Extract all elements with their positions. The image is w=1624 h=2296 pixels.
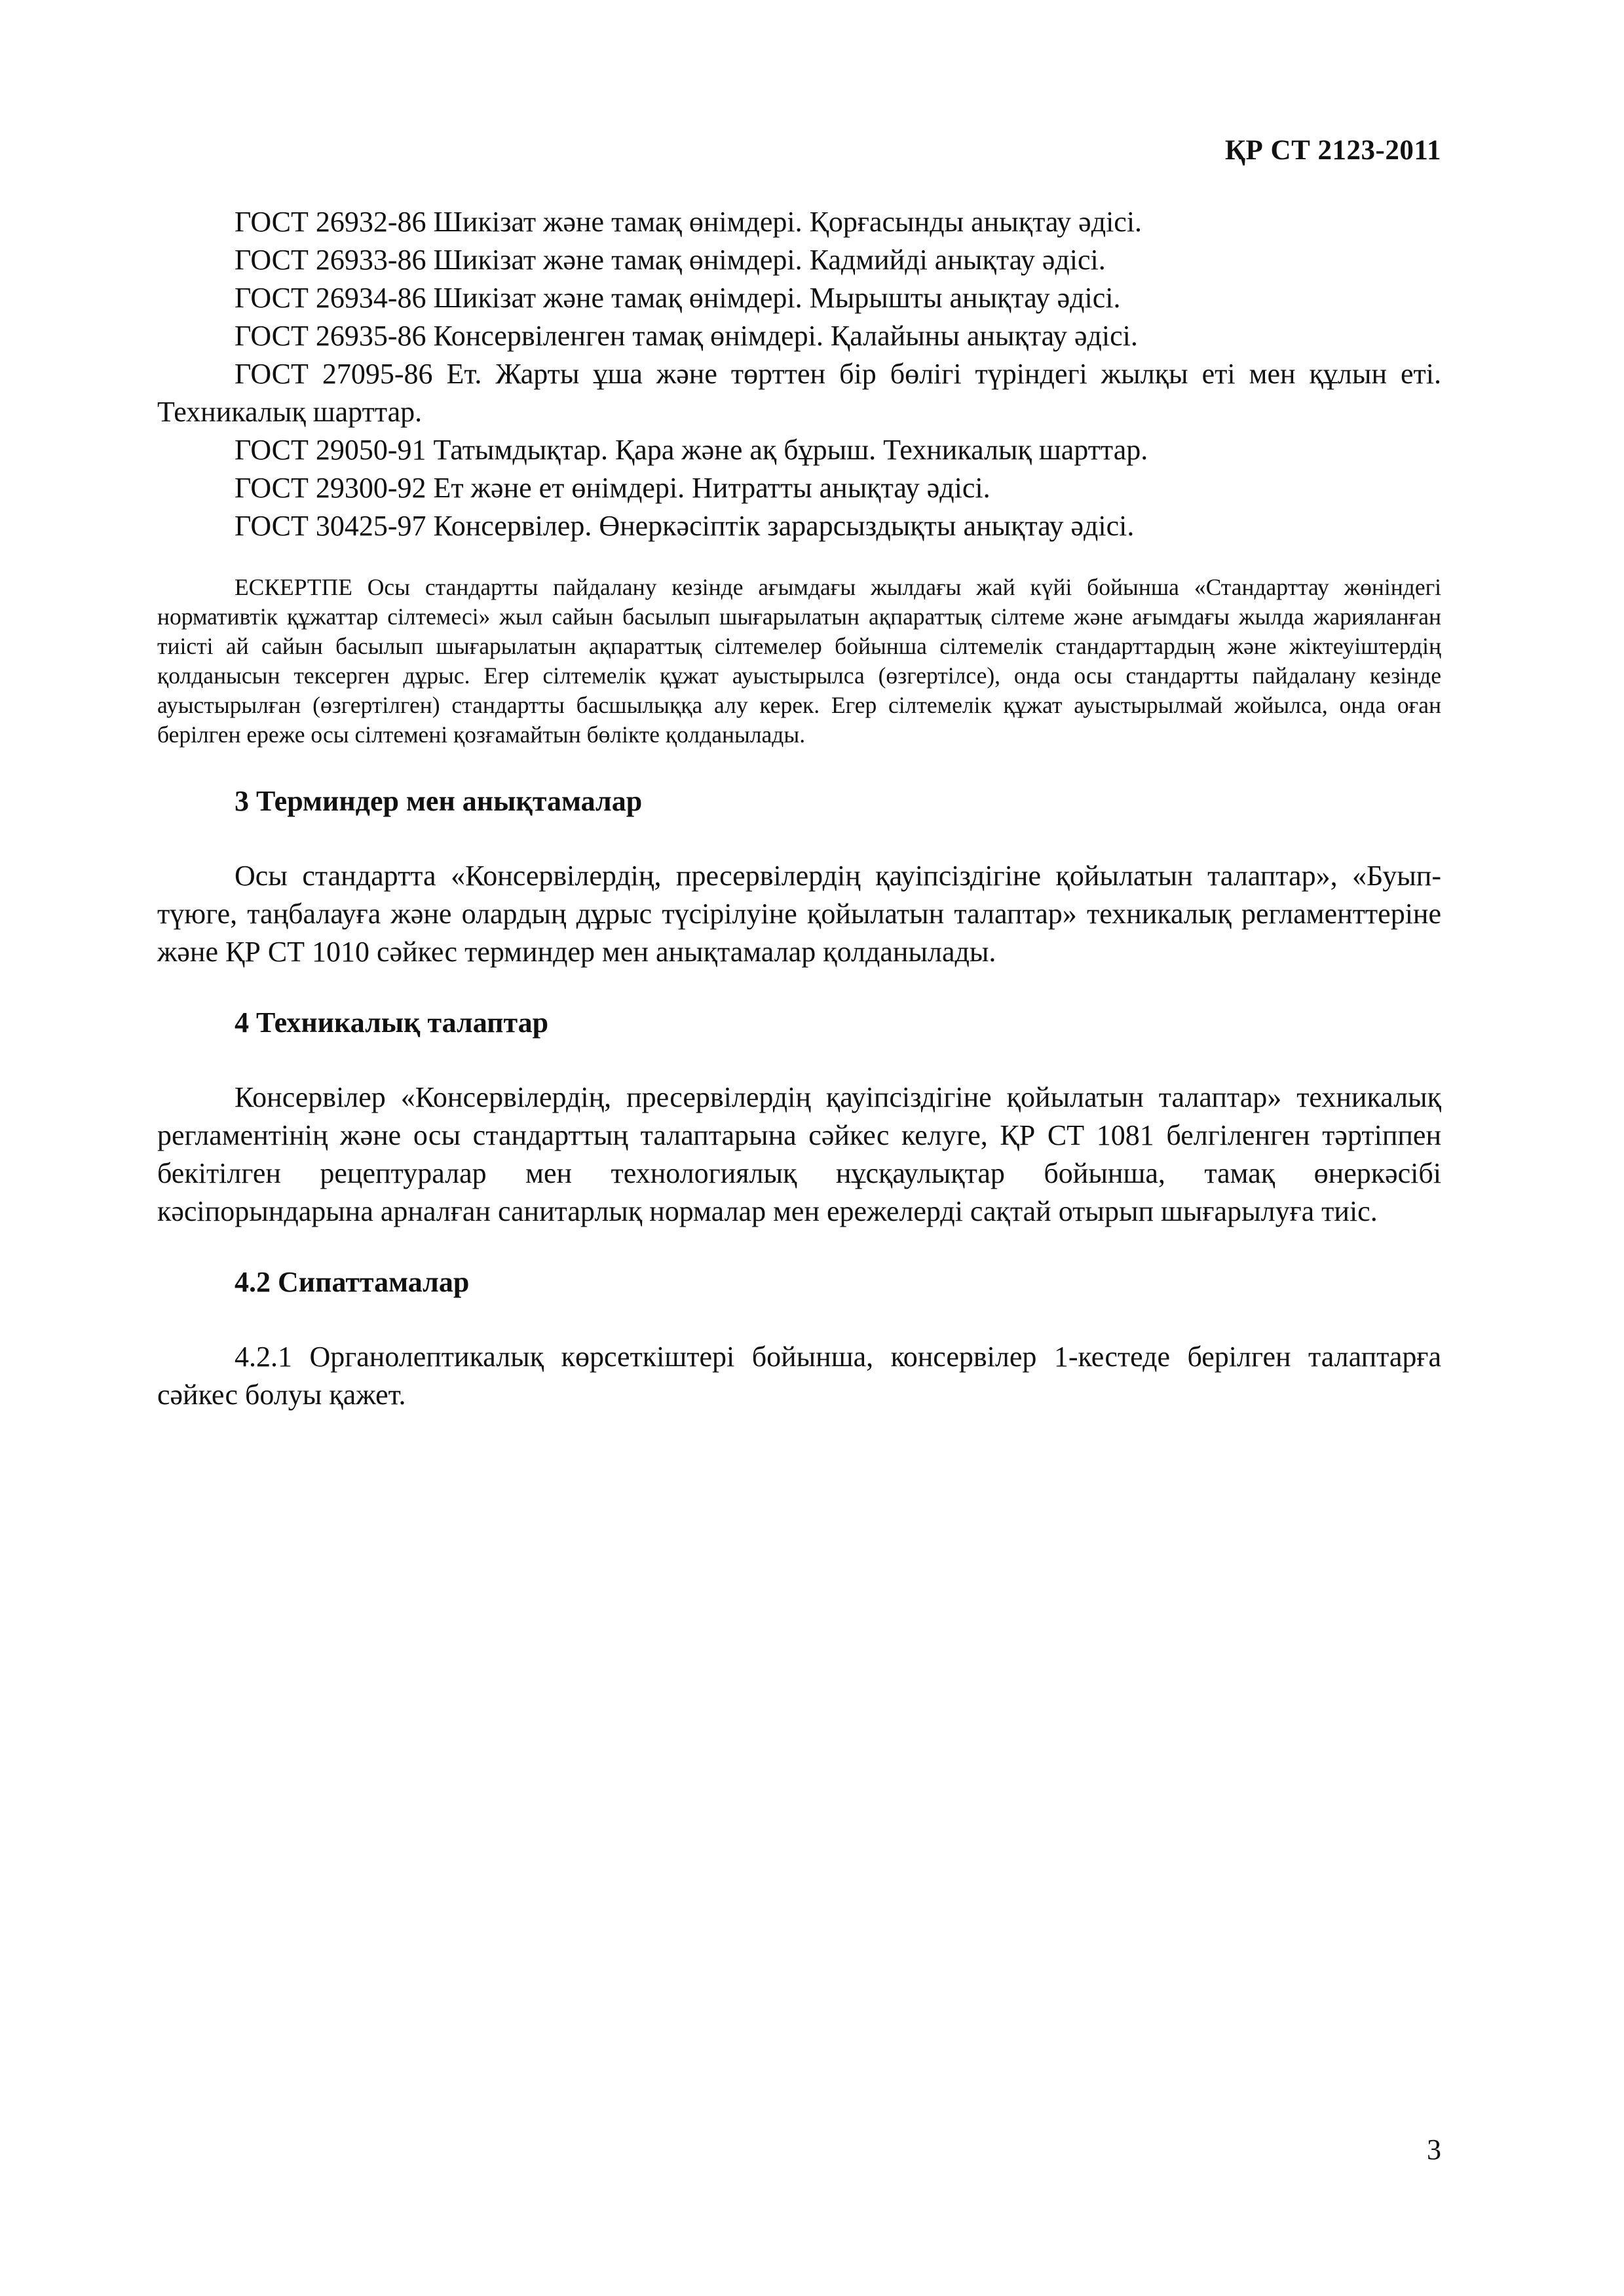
page-content [157, 203, 1441, 1414]
section-3-body: Осы стандартта «Консервілердің, пресервілердің қауіпсіздігіне қойылатын талаптар», «Буып-түюге, таңбалауға және олардың дұрыс түсірілуіне қойылатын талаптар» техникалық регламенттеріне және ҚР СТ 1010 сәйкес терминдер мен анықтамалар қолданылады. [157, 860, 1441, 968]
reference-item: ГОСТ 29050-91 Татымдықтар. Қара және ақ бұрыш. Техникалық шарттар. [235, 434, 1148, 466]
document-id-header: ҚР СТ 2123-2011 [1224, 135, 1441, 166]
normative-references-list [157, 203, 1441, 545]
reference-item: ГОСТ 30425-97 Консервілер. Өнеркәсіптік зарарсыздықты анықтау әдісі. [235, 510, 1135, 542]
section-4-title: 4 Техникалық талаптар [235, 1006, 549, 1039]
section-4-2-title: 4.2 Сипаттамалар [235, 1266, 470, 1298]
page-number: 3 [1427, 2133, 1441, 2166]
reference-item: ГОСТ 26932-86 Шикізат және тамақ өнімдері. Қорғасынды анықтау әдісі. [235, 206, 1142, 238]
section-4-2-body: 4.2.1 Органолептикалық көрсеткіштері бойынша, консервілер 1-кестеде берілген талаптарға сәйкес болуы қажет. [157, 1341, 1441, 1411]
section-4-body: Консервілер «Консервілердің, пресервілердің қауіпсіздігіне қойылатын талаптар» техникалық регламентінің және осы стандарттың талаптарына сәйкес келуге, ҚР СТ 1081 белгіленген тәртіппен бекітілген рецептуралар мен технологиялық нұсқаулықтар бойынша, тамақ өнеркәсібі кәсіпорындарына арналған санитарлық нормалар мен ережелерді сақтай отырып шығарылуға тиіс. [157, 1081, 1441, 1227]
reference-item: ГОСТ 26933-86 Шикізат және тамақ өнімдері. Кадмийді анықтау әдісі. [235, 244, 1106, 276]
reference-item: ГОСТ 27095-86 Ет. Жарты ұша және төрттен бір бөлігі түріндегі жылқы еті мен құлын еті. Техникалық шарттар. [157, 358, 1441, 428]
reference-item: ГОСТ 26935-86 Консервіленген тамақ өнімдері. Қалайыны анықтау әдісі. [235, 320, 1138, 352]
reference-item: ГОСТ 29300-92 Ет және ет өнімдері. Нитратты анықтау әдісі. [235, 472, 991, 504]
note-paragraph: ЕСКЕРТПЕ Осы стандартты пайдалану кезінде ағымдағы жылдағы жай күйі бойынша «Стандарттау жөніндегі нормативтік құжаттар сілтемесі» жыл сайын басылып шығарылатын ақпараттық сілтеме және ағымдағы жылда жарияланған тиісті ай сайын басылып шығарылатын ақпараттық сілтемелер бойынша сілтемелік стандарттардың және жіктеуіштердің қолданысын тексерген дұрыс. Егер сілтемелік құжат ауыстырылса (өзгертілсе), онда осы стандартты пайдалану кезінде ауыстырылған (өзгертілген) стандартты басшылыққа алу керек. Егер сілтемелік құжат ауыстырылмай жойылса, онда оған берілген ереже осы сілтемені қозғамайтын бөлікте қолданылады. [157, 574, 1441, 748]
section-3-title: 3 Терминдер мен анықтамалар [235, 785, 643, 817]
reference-item: ГОСТ 26934-86 Шикізат және тамақ өнімдері. Мырышты анықтау әдісі. [235, 282, 1121, 314]
